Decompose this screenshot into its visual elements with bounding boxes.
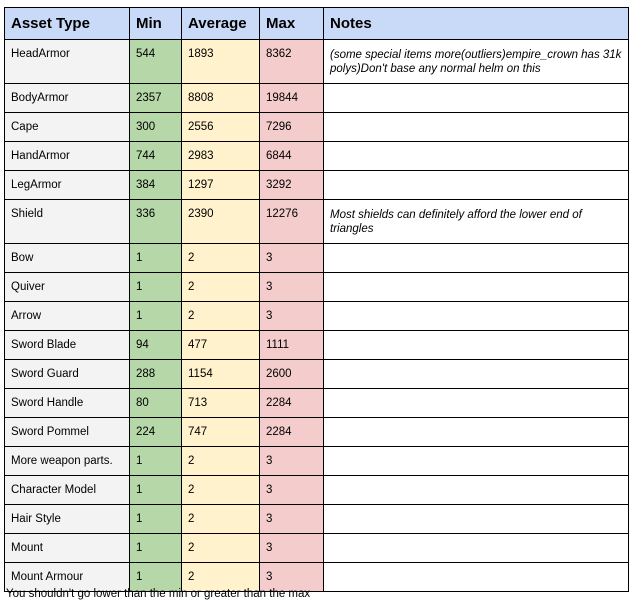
asset-type-cell[interactable]: Sword Guard (5, 360, 130, 389)
header-notes: Notes (324, 8, 629, 40)
table-row (5, 244, 629, 273)
asset-type-cell[interactable]: Cape (5, 113, 130, 142)
table-row (5, 113, 629, 142)
table-row (5, 389, 629, 418)
max-cell[interactable]: 19844 (260, 84, 324, 113)
asset-type-cell[interactable]: BodyArmor (5, 84, 130, 113)
average-cell[interactable]: 2390 (182, 200, 260, 244)
max-cell[interactable]: 3 (260, 302, 324, 331)
min-cell[interactable]: 80 (130, 389, 182, 418)
table-row (5, 331, 629, 360)
average-cell[interactable]: 2 (182, 447, 260, 476)
table-row (5, 40, 629, 84)
notes-cell[interactable]: Most shields can definitely afford the lower end of triangles (324, 200, 629, 244)
min-cell[interactable]: 1 (130, 447, 182, 476)
notes-cell[interactable] (324, 360, 629, 389)
notes-cell[interactable] (324, 113, 629, 142)
notes-cell[interactable] (324, 563, 629, 592)
table-row (5, 84, 629, 113)
asset-type-cell[interactable]: Mount Armour (5, 563, 130, 592)
max-cell[interactable]: 3 (260, 447, 324, 476)
max-cell[interactable]: 2600 (260, 360, 324, 389)
notes-cell[interactable] (324, 418, 629, 447)
table-body (5, 40, 629, 592)
max-cell[interactable]: 3 (260, 563, 324, 592)
min-cell[interactable]: 1 (130, 563, 182, 592)
footnote-text: You shouldn't go lower than the min or greater than the max (6, 588, 311, 600)
min-cell[interactable]: 300 (130, 113, 182, 142)
max-cell[interactable]: 12276 (260, 200, 324, 244)
notes-cell[interactable] (324, 447, 629, 476)
average-cell[interactable]: 8808 (182, 84, 260, 113)
notes-cell[interactable] (324, 505, 629, 534)
asset-type-cell[interactable]: HeadArmor (5, 40, 130, 84)
asset-type-cell[interactable]: Sword Blade (5, 331, 130, 360)
asset-type-cell[interactable]: More weapon parts. (5, 447, 130, 476)
max-cell[interactable]: 1111 (260, 331, 324, 360)
asset-polycount-table (4, 7, 629, 592)
min-cell[interactable]: 384 (130, 171, 182, 200)
asset-type-cell[interactable]: Hair Style (5, 505, 130, 534)
table-row (5, 142, 629, 171)
min-cell[interactable]: 1 (130, 476, 182, 505)
asset-type-cell[interactable]: Quiver (5, 273, 130, 302)
max-cell[interactable]: 3 (260, 505, 324, 534)
average-cell[interactable]: 2 (182, 244, 260, 273)
notes-cell[interactable] (324, 171, 629, 200)
table-row (5, 418, 629, 447)
average-cell[interactable]: 2 (182, 302, 260, 331)
max-cell[interactable]: 2284 (260, 418, 324, 447)
average-cell[interactable]: 713 (182, 389, 260, 418)
table-row (5, 447, 629, 476)
average-cell[interactable]: 2 (182, 476, 260, 505)
table-row (5, 200, 629, 244)
max-cell[interactable]: 3292 (260, 171, 324, 200)
asset-type-cell[interactable]: Mount (5, 534, 130, 563)
max-cell[interactable]: 3 (260, 476, 324, 505)
min-cell[interactable]: 224 (130, 418, 182, 447)
max-cell[interactable]: 7296 (260, 113, 324, 142)
table-row (5, 302, 629, 331)
min-cell[interactable]: 1 (130, 302, 182, 331)
min-cell[interactable]: 1 (130, 273, 182, 302)
min-cell[interactable]: 336 (130, 200, 182, 244)
notes-cell[interactable] (324, 273, 629, 302)
min-cell[interactable]: 544 (130, 40, 182, 84)
notes-cell[interactable] (324, 331, 629, 360)
table-row (5, 171, 629, 200)
average-cell[interactable]: 2 (182, 505, 260, 534)
average-cell[interactable]: 1154 (182, 360, 260, 389)
max-cell[interactable]: 3 (260, 534, 324, 563)
asset-type-cell[interactable]: Bow (5, 244, 130, 273)
table-row (5, 360, 629, 389)
average-cell[interactable]: 1893 (182, 40, 260, 84)
header-max: Max (260, 8, 324, 40)
min-cell[interactable]: 744 (130, 142, 182, 171)
average-cell[interactable]: 477 (182, 331, 260, 360)
min-cell[interactable]: 1 (130, 534, 182, 563)
average-cell[interactable]: 2983 (182, 142, 260, 171)
max-cell[interactable]: 8362 (260, 40, 324, 84)
asset-type-cell[interactable]: Shield (5, 200, 130, 244)
max-cell[interactable]: 3 (260, 244, 324, 273)
header-average: Average (182, 8, 260, 40)
average-cell[interactable]: 1297 (182, 171, 260, 200)
max-cell[interactable]: 2284 (260, 389, 324, 418)
notes-cell[interactable] (324, 142, 629, 171)
table-row (5, 476, 629, 505)
min-cell[interactable]: 288 (130, 360, 182, 389)
header-row (5, 8, 629, 40)
min-cell[interactable]: 1 (130, 505, 182, 534)
average-cell[interactable]: 2 (182, 534, 260, 563)
average-cell[interactable]: 2556 (182, 113, 260, 142)
average-cell[interactable]: 2 (182, 273, 260, 302)
table-row (5, 505, 629, 534)
notes-cell[interactable] (324, 534, 629, 563)
max-cell[interactable]: 3 (260, 273, 324, 302)
asset-type-cell[interactable]: Arrow (5, 302, 130, 331)
table-row (5, 534, 629, 563)
notes-cell[interactable] (324, 476, 629, 505)
min-cell[interactable]: 2357 (130, 84, 182, 113)
average-cell[interactable]: 747 (182, 418, 260, 447)
notes-cell[interactable] (324, 84, 629, 113)
min-cell[interactable]: 94 (130, 331, 182, 360)
max-cell[interactable]: 6844 (260, 142, 324, 171)
asset-type-cell[interactable]: LegArmor (5, 171, 130, 200)
asset-type-cell[interactable]: Character Model (5, 476, 130, 505)
table-row (5, 273, 629, 302)
notes-cell[interactable] (324, 244, 629, 273)
asset-type-cell[interactable]: HandArmor (5, 142, 130, 171)
average-cell[interactable]: 2 (182, 563, 260, 592)
notes-cell[interactable] (324, 302, 629, 331)
header-min: Min (130, 8, 182, 40)
asset-type-cell[interactable]: Sword Pommel (5, 418, 130, 447)
header-asset-type: Asset Type (5, 8, 130, 40)
min-cell[interactable]: 1 (130, 244, 182, 273)
notes-cell[interactable] (324, 389, 629, 418)
asset-type-cell[interactable]: Sword Handle (5, 389, 130, 418)
notes-cell[interactable]: (some special items more(outliers)empire_crown has 31k polys)Don't base any normal helm on this (324, 40, 629, 84)
